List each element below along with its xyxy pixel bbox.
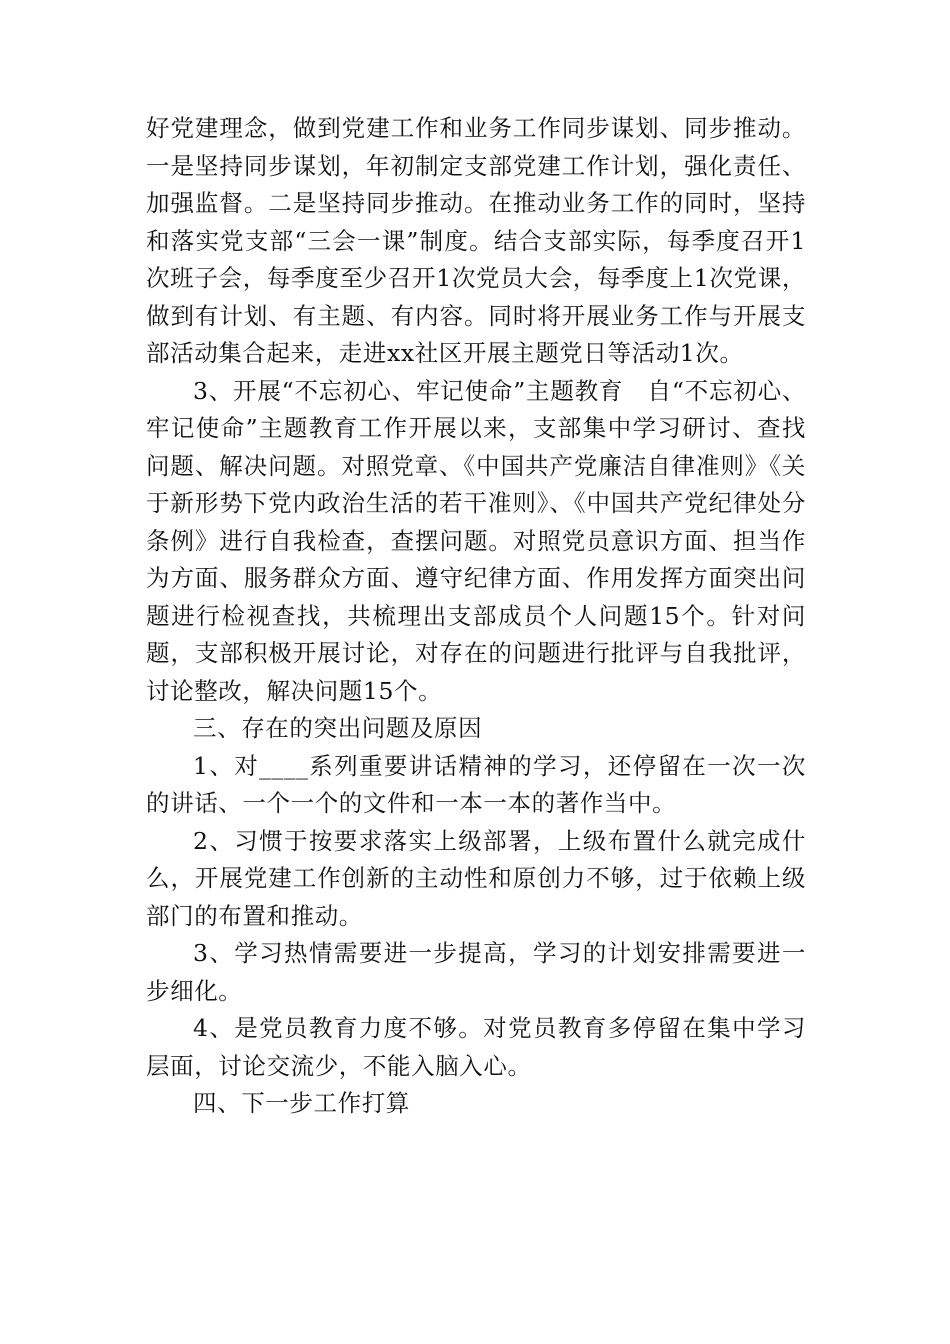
problem-item-4: 4、是党员教育力度不够。对党员教育多停留在集中学习层面，讨论交流少，不能入脑入心。 [146,1014,806,1080]
section-heading-next-steps: 四、下一步工作打算 [193,1089,410,1117]
problem-item-3: 3、学习热情需要进一步提高，学习的计划安排需要进一步细化。 [146,939,806,1005]
paragraph-theme-education: 3、开展“不忘初心、牢记使命”主题教育 自“不忘初心、牢记使命”主题教育工作开展以来，支部集中学习研讨、查找问题、解决问题。对照党章、《中国共产党廉洁自律准则》《关于新形势下党内政治生活的若干准则》、《中国共产党纪律处分条例》进行自我检查，查摆问题。对照党员意识方面、担当作为方面、服务群众方面、遵守纪律方面、作用发挥方面突出问题进行检视查找，共梳理出支部成员个人问题15个。针对问题，支部积极开展讨论，对存在的问题进行批评与自我批评，讨论整改，解决问题15个。 [146,376,806,705]
document-body [146,110,806,1123]
problem-item-1: 1、对____系列重要讲话精神的学习，还停留在一次一次的讲话、一个一个的文件和一本一本的著作当中。 [146,751,806,817]
section-heading-problems: 三、存在的突出问题及原因 [193,714,483,742]
paragraph-party-building-sync: 好党建理念，做到党建工作和业务工作同步谋划、同步推动。一是坚持同步谋划，年初制定支部党建工作计划，强化责任、加强监督。二是坚持同步推动。在推动业务工作的同时，坚持和落实党支部“三会一课”制度。结合支部实际，每季度召开1次班子会，每季度至少召开1次党员大会，每季度上1次党课，做到有计划、有主题、有内容。同时将开展业务工作与开展支部活动集合起来，走进xx社区开展主题党日等活动1次。 [146,114,806,367]
problem-item-2: 2、习惯于按要求落实上级部署，上级布置什么就完成什么，开展党建工作创新的主动性和原创力不够，过于依赖上级部门的布置和推动。 [146,826,806,930]
